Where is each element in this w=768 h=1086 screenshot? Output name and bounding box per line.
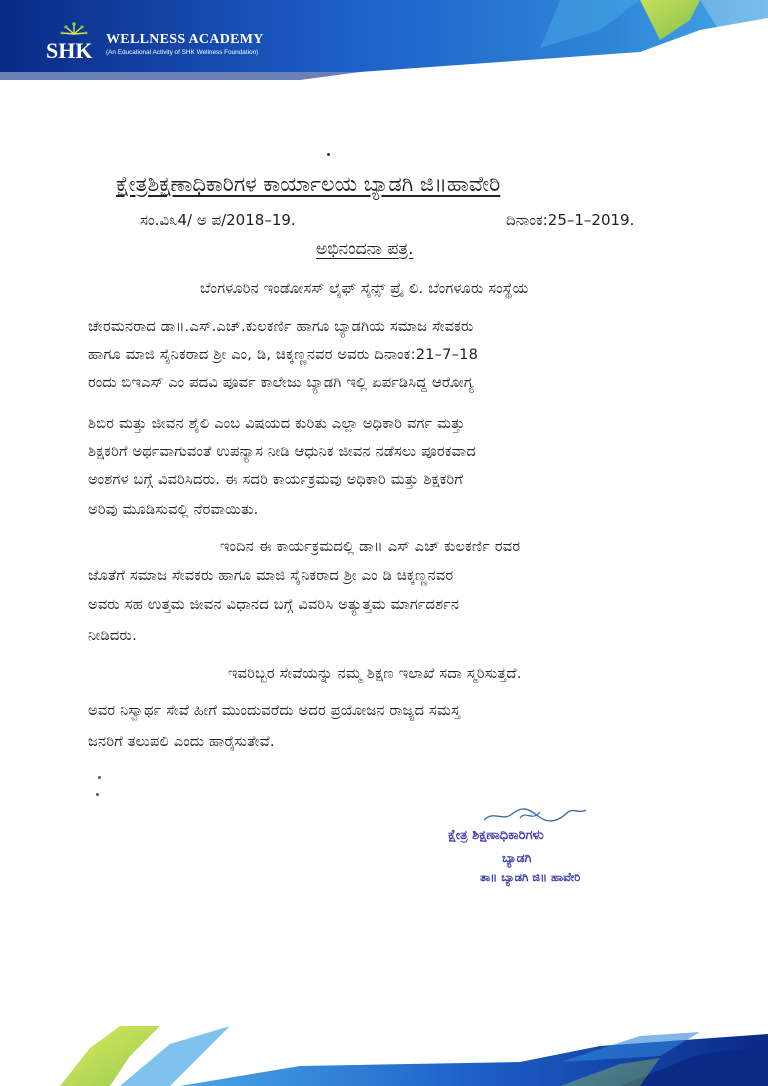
- body-line: ನೀಡಿದರು.: [88, 627, 137, 644]
- body-line: ಅವರು ಸಹ ಉತ್ತಮ ಜೀವನ ವಿಧಾನದ ಬಗ್ಗೆ ವಿವರಿಸಿ ಅತ್ಯುತ್ತಮ ಮಾರ್ಗದರ್ಶನ: [88, 596, 460, 613]
- body-line: ಬೆಂಗಳೂರಿನ ಇಂಡೋಸಸ್ ಲೈಫ್ ಸೈನ್ಸ್ ಪ್ರೈ ಲಿ. ಬೆಂಗಳೂರು ಸಂಸ್ಥೆಯ: [200, 280, 529, 297]
- body-line: ಅವರ ನಿಸ್ವಾರ್ಥ ಸೇವೆ ಹೀಗೆ ಮುಂದುವರೆದು ಅದರ ಪ್ರಯೋಜನ ರಾಜ್ಯದ ಸಮಸ್ತ: [88, 702, 461, 719]
- seal-district: ತಾ॥ ಬ್ಯಾಡಗಿ ಜಿ॥ ಹಾವೇರಿ: [480, 870, 581, 884]
- brand-subtitle: (An Educational Activity of SHK Wellness Foundation): [106, 49, 259, 56]
- logo-text: SHK: [46, 38, 93, 63]
- body-line: ಶಿಬಿರ ಮತ್ತು ಜೀವನ ಶೈಲಿ ಎಂಬ ವಿಷಯದ ಕುರಿತು ಎಲ್ಲಾ ಅಧಿಕಾರಿ ವರ್ಗ ಮತ್ತು: [88, 415, 465, 432]
- stray-mark: [98, 776, 101, 779]
- body-line: ಶಿಕ್ಷಕರಿಗೆ ಅರ್ಥವಾಗುವಂತೆ ಉಪನ್ಯಾಸ ನೀಡಿ ಆಧುನಿಕ ಜೀವನ ನಡೆಸಲು ಪೂರಕವಾದ: [88, 443, 477, 460]
- office-title: ಕ್ಷೇತ್ರಶಿಕ್ಷಣಾಧಿಕಾರಿಗಳ ಕಾರ್ಯಾಲಯ ಬ್ಯಾಡಗಿ ಜಿ॥ಹಾವೇರಿ: [116, 172, 501, 196]
- stray-mark: [96, 793, 99, 796]
- body-line: ಇಂದಿನ ಈ ಕಾರ್ಯಕ್ರಮದಲ್ಲಿ ಡಾ॥ ಎಸ್ ಎಚ್ ಕುಲಕರ್ಣಿ ರವರ: [220, 538, 521, 555]
- body-line: ಅರಿವು ಮೂಡಿಸುವಲ್ಲಿ ನೆರವಾಯಿತು.: [88, 501, 259, 518]
- body-line: ಅಂಶಗಳ ಬಗ್ಗೆ ವಿವರಿಸಿದರು. ಈ ಸದರಿ ಕಾರ್ಯಕ್ರಮವು ಅಧಿಕಾರಿ ಮತ್ತು ಶಿಕ್ಷಕರಿಗೆ: [88, 471, 464, 488]
- seal-place: ಬ್ಯಾಡಗಿ: [502, 850, 532, 865]
- body-line: ಜನರಿಗೆ ತಲುಪಲಿ ಎಂದು ಹಾರೈಸುತೇವೆ.: [88, 733, 275, 750]
- letter-heading: ಅಭಿನಂದನಾ ಪತ್ರ.: [316, 239, 414, 259]
- footer-banner: [0, 1026, 768, 1086]
- body-line: ಹಾಗೂ ಮಾಜಿ ಸೈನಿಕರಾದ ಶ್ರೀ ಎಂ, ಡಿ, ಚಿಕ್ಕಣ್ಣನವರ ಅವರು ದಿನಾಂಕ:21–7–18: [88, 346, 479, 363]
- body-line: ಇವರಿಬ್ಬರ ಸೇವೆಯನ್ನು ನಮ್ಮ ಶಿಕ್ಷಣ ಇಲಾಖೆ ಸದಾ ಸ್ಮರಿಸುತ್ತದೆ.: [228, 665, 522, 682]
- stray-dot: [327, 153, 330, 156]
- brand-title: WELLNESS ACADEMY: [106, 32, 264, 47]
- body-line: ಚೇರಮನರಾದ ಡಾ॥.ಎಸ್.ಎಚ್.ಕುಲಕರ್ಣಿ ಹಾಗೂ ಬ್ಯಾಡಗಿಯ ಸಮಾಜ ಸೇವಕರು: [88, 318, 474, 335]
- body-line: ಜೊತೆಗೆ ಸಮಾಜ ಸೇವಕರು ಹಾಗೂ ಮಾಜಿ ಸೈನಿಕರಾದ ಶ್ರೀ ಎಂ ಡಿ ಚಿಕ್ಕಣ್ಣನವರ: [88, 567, 454, 584]
- body-line: ರಂದು ಬಿಇಎಸ್ ಎಂ ಪದವಿ ಪೂರ್ವ ಕಾಲೇಜು ಬ್ಯಾಡಗಿ ಇಲ್ಲಿ ಏರ್ಪಡಿಸಿದ್ದ ಆರೋಗ್ಯ: [88, 374, 474, 391]
- letter-date: ದಿನಾಂಕ:25–1–2019.: [506, 211, 635, 229]
- seal-title: ಕ್ಷೇತ್ರ ಶಿಕ್ಷಣಾಧಿಕಾರಿಗಳು: [448, 828, 544, 843]
- reference-number: ಸಂ.ವಿ೩4/ ಅ ಪ/2018–19.: [140, 211, 296, 229]
- office-seal: [440, 808, 640, 888]
